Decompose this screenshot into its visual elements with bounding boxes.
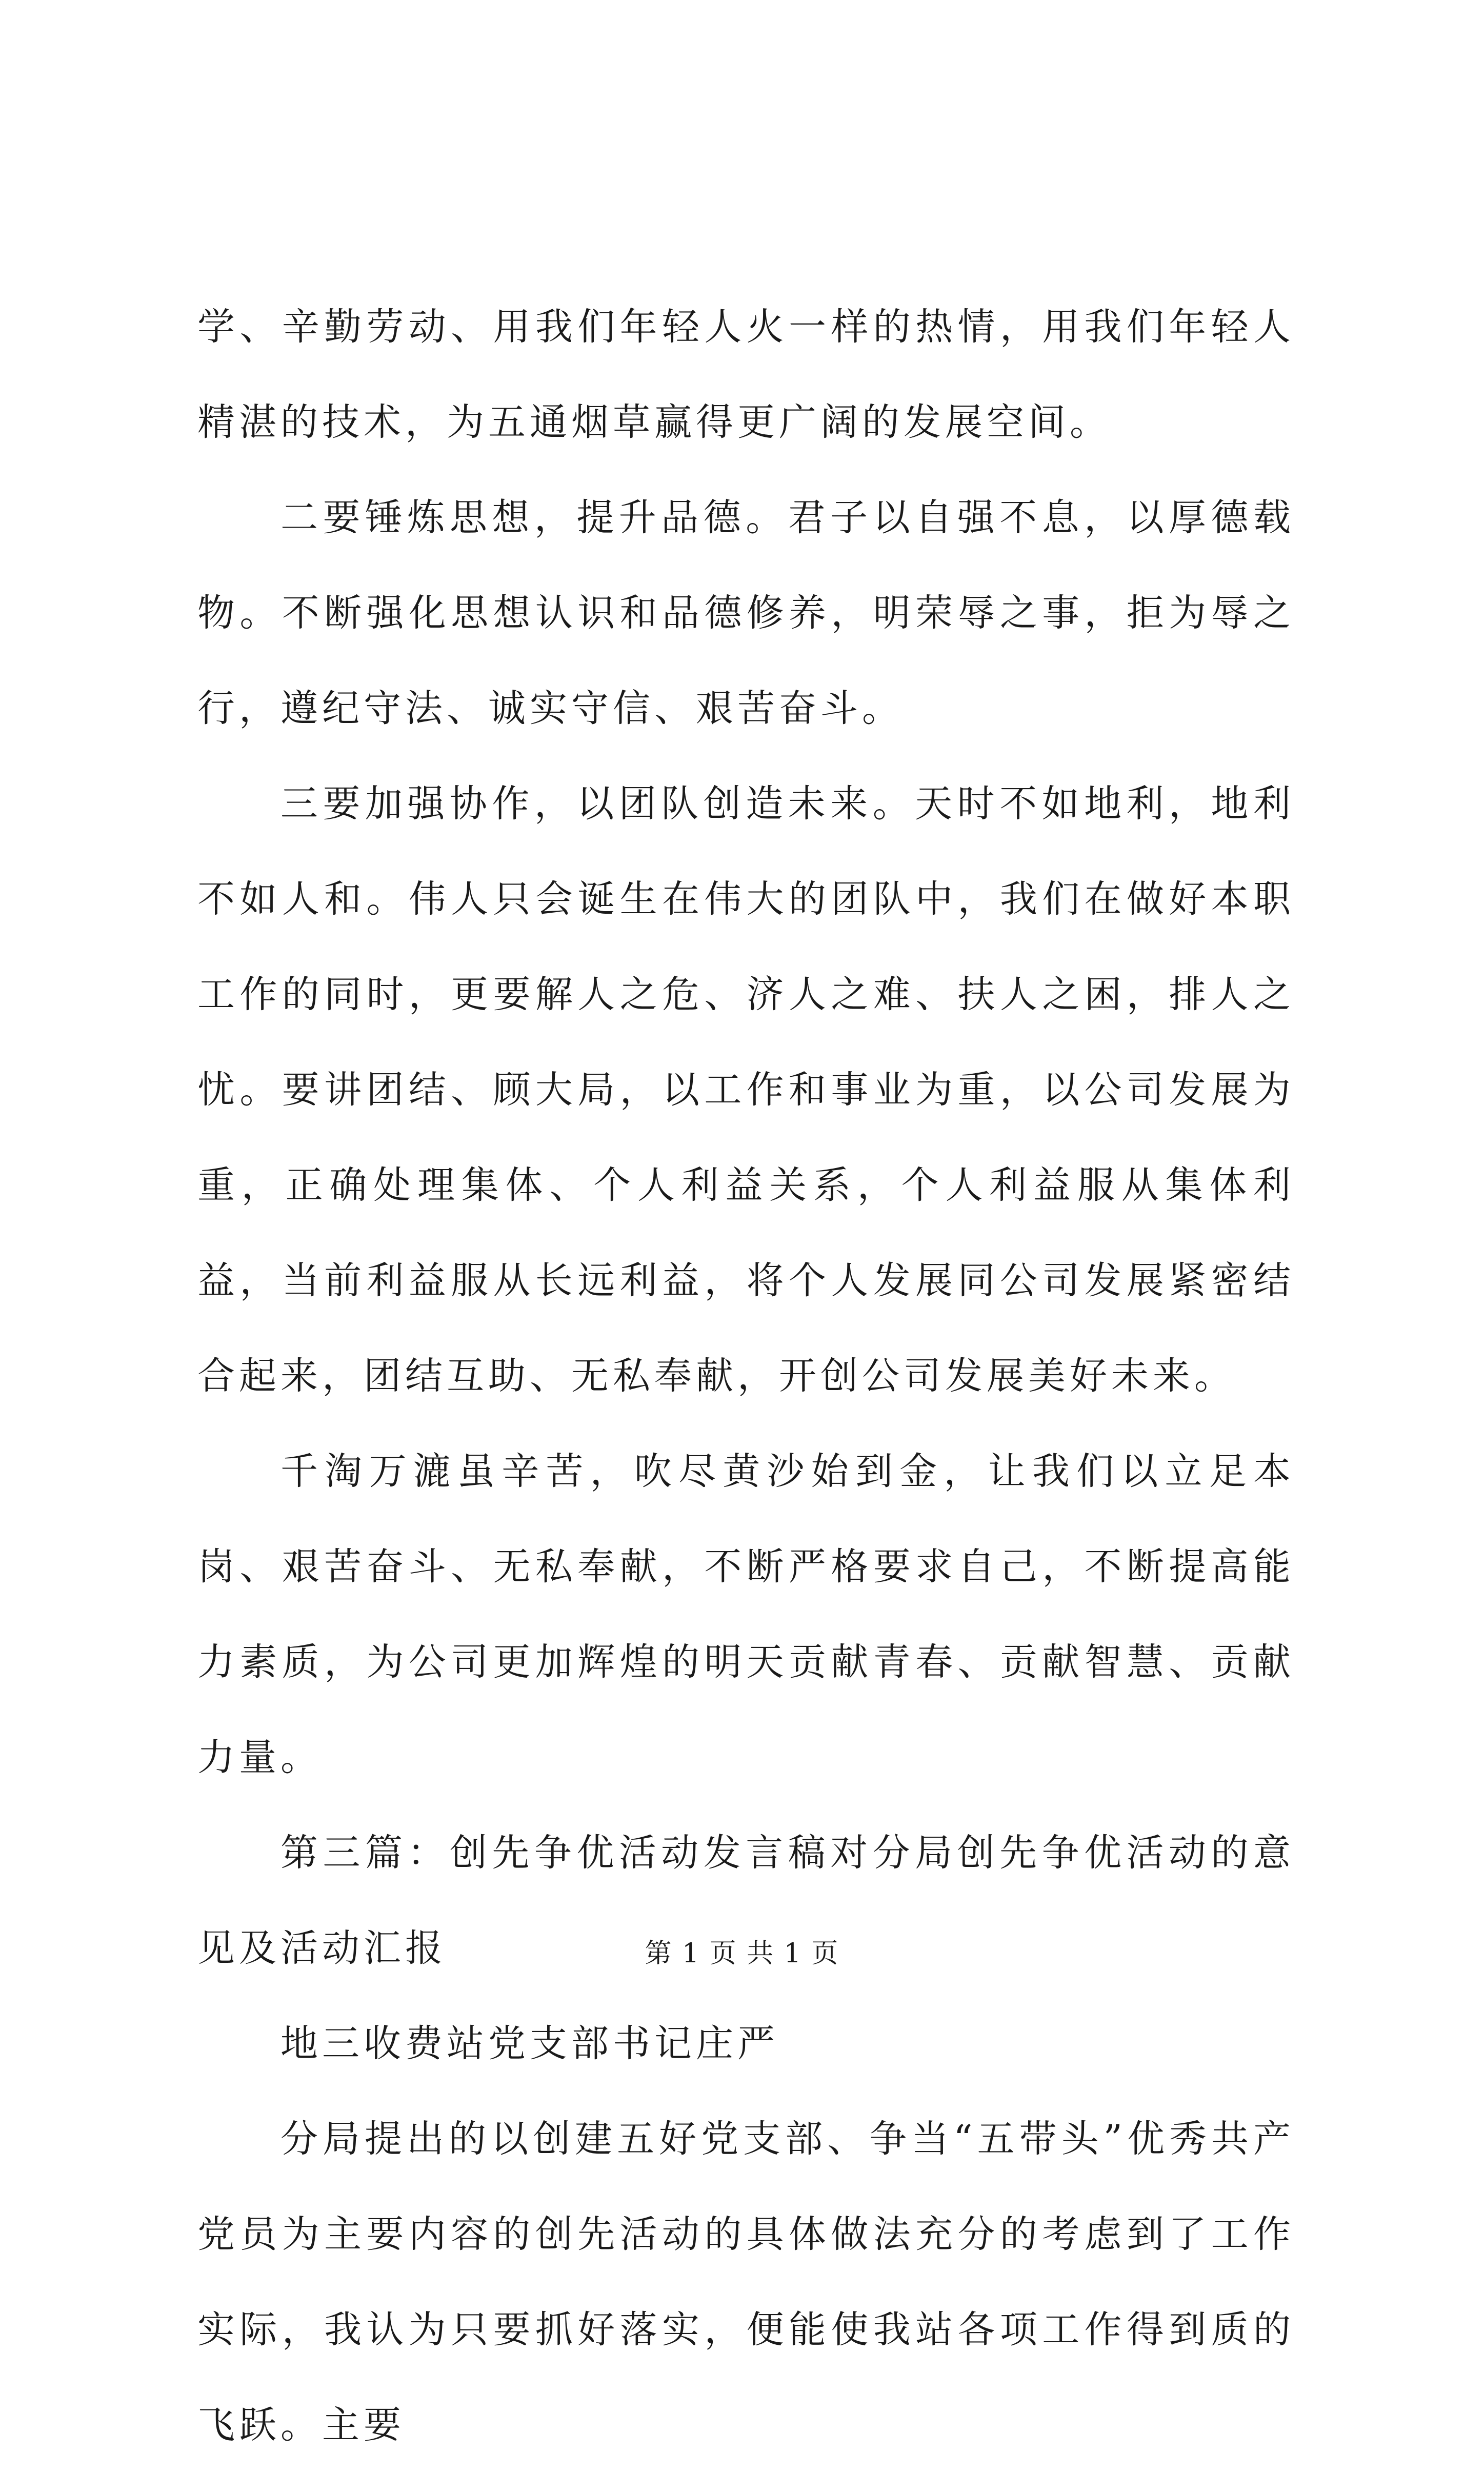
section-heading: 第三篇：创先争优活动发言稿对分局创先争优活动的意见及活动汇报 — [197, 1831, 1295, 1970]
paragraph-point-three: 三要加强协作，以团队创造未来。天时不如地利，地利不如人和。伟人只会诞生在伟大的团队中，我们在做好本职工作的同时，更要解人之危、济人之难、扶人之困，排人之忧。要讲团结、顾大局，以工作和事业为重，以公司发展为重，正确处理集体、个人利益关系，个人利益服从集体利益，当前利益服从长远利益，将个人发展同公司发展紧密结合起来，团结互助、无私奉献，开创公司发展美好未来。 — [197, 782, 1295, 1398]
paragraph-continuation: 学、辛勤劳动、用我们年轻人火一样的热情，用我们年轻人精湛的技术，为五通烟草赢得更广阔的发展空间。 — [197, 305, 1295, 444]
paragraph-point-two: 二要锤炼思想，提升品德。君子以自强不息，以厚德载物。不断强化思想认识和品德修养，明荣辱之事，拒为辱之行，遵纪守法、诚实守信、艰苦奋斗。 — [197, 496, 1295, 730]
paragraph-section-body: 分局提出的以创建五好党支部、争当“五带头”优秀共产党员为主要内容的创先活动的具体做法充分的考虑到了工作实际，我认为只要抓好落实，便能使我站各项工作得到质的飞跃。主要 — [197, 2117, 1295, 2447]
document-body — [197, 279, 1295, 2473]
author-line: 地三收费站党支部书记庄严 — [280, 2022, 779, 2065]
page-number-footer: 第 1 页 共 1 页 — [645, 1938, 839, 1969]
paragraph-closing: 千淘万漉虽辛苦，吹尽黄沙始到金，让我们以立足本岗、艰苦奋斗、无私奉献，不断严格要求自己，不断提高能力素质，为公司更加辉煌的明天贡献青春、贡献智慧、贡献力量。 — [197, 1450, 1295, 1779]
